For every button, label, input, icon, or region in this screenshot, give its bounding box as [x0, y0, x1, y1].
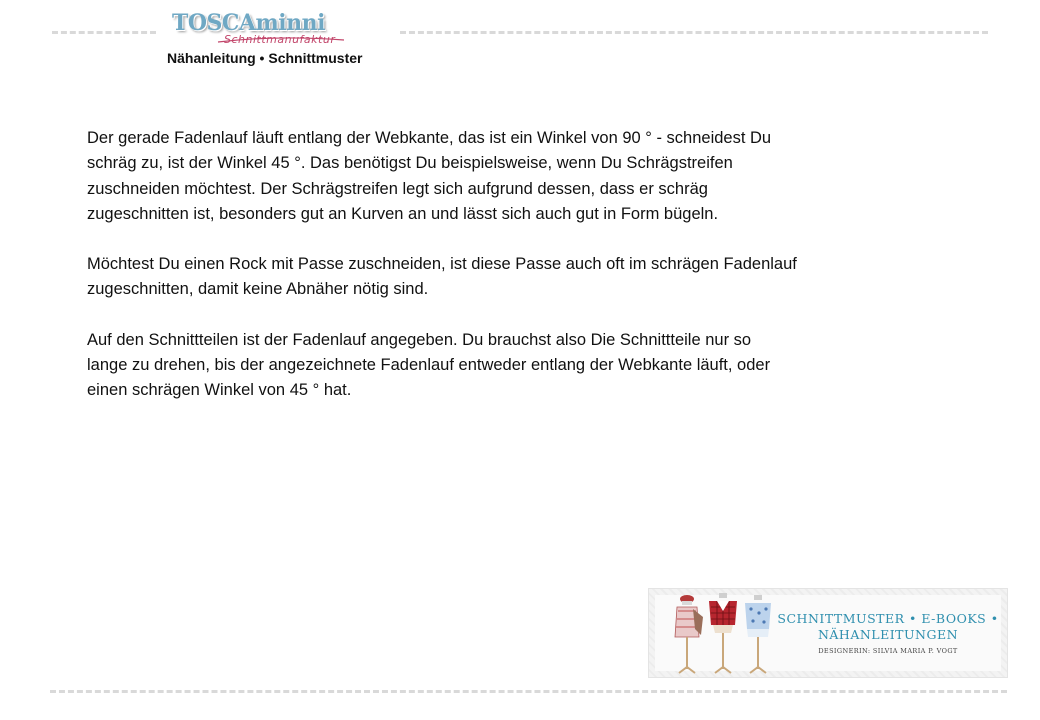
- header-divider-right: [400, 31, 988, 34]
- instruction-text: [87, 126, 917, 429]
- text-line: einen schrägen Winkel von 45 ° hat.: [87, 381, 352, 400]
- text-line: zugeschnitten ist, besonders gut an Kurven an und lässt sich auch gut in Form bügeln.: [87, 204, 719, 223]
- text-line: lange zu drehen, bis der angezeichnete Fadenlauf entweder entlang der Webkante läuft, oder: [87, 356, 771, 375]
- banner-headline-2: NÄHANLEITUNGEN: [817, 627, 959, 642]
- paragraph-3: [87, 328, 917, 404]
- banner-text: [777, 611, 999, 655]
- text-line: zuschneiden möchtest. Der Schrägstreifen legt sich aufgrund dessen, dass er schräg: [87, 179, 708, 198]
- mannequin-illustration-icon: [663, 589, 773, 677]
- promo-banner: [648, 588, 1008, 678]
- header-divider-left: [52, 31, 156, 34]
- brand-logo: [170, 10, 350, 50]
- page-subtitle: Nähanleitung • Schnittmuster: [167, 50, 363, 66]
- logo-wordmark: TOSCAminni: [172, 10, 325, 36]
- text-line: schräg zu, ist der Winkel 45 °. Das benötigst Du beispielsweise, wenn Du Schrägstreifen: [87, 154, 733, 173]
- logo-tagline: Schnittmanufaktur: [224, 33, 336, 46]
- text-line: Auf den Schnittteilen ist der Fadenlauf angegeben. Du brauchst also Die Schnittteile nur so: [87, 330, 752, 349]
- text-line: Der gerade Fadenlauf läuft entlang der Webkante, das ist ein Winkel von 90 ° - schneidest Du: [87, 129, 772, 147]
- text-line: Möchtest Du einen Rock mit Passe zuschneiden, ist diese Passe auch oft im schrägen Fadenlauf: [87, 255, 797, 274]
- paragraph-1: [87, 126, 917, 227]
- banner-headline-1: SCHNITTMUSTER • E-BOOKS •: [777, 611, 999, 626]
- banner-designer-credit: DESIGNERIN: SILVIA MARIA P. VOGT: [818, 647, 958, 655]
- footer-divider: [50, 690, 1007, 693]
- text-line: zugeschnitten, damit keine Abnäher nötig sind.: [87, 280, 429, 299]
- paragraph-2: [87, 252, 917, 303]
